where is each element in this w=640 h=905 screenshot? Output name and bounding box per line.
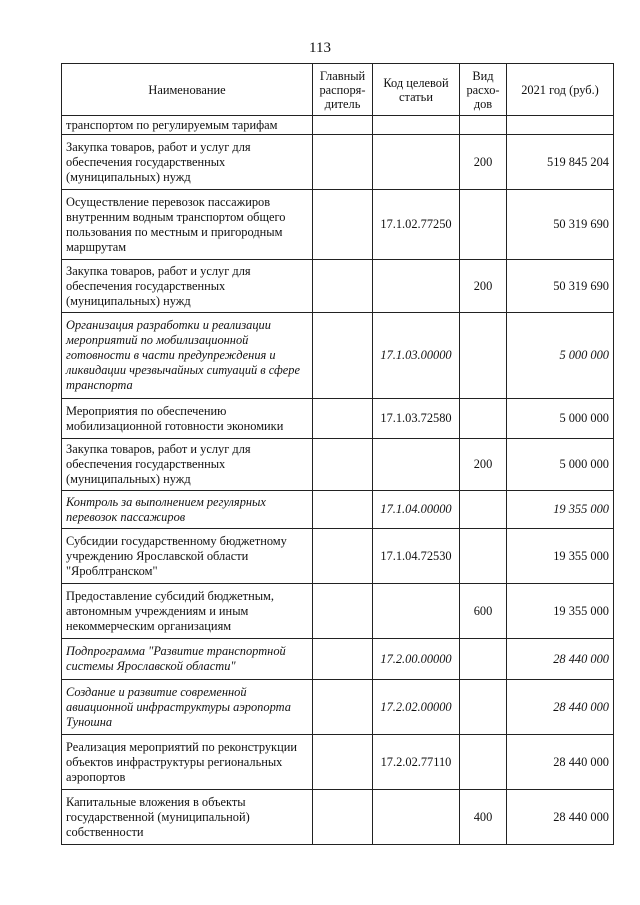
- row-code: 17.1.03.00000: [373, 313, 460, 399]
- row-admin: [313, 680, 373, 735]
- row-code: 17.1.04.00000: [373, 491, 460, 529]
- row-type: [460, 491, 507, 529]
- row-type: [460, 313, 507, 399]
- row-code: 17.2.00.00000: [373, 639, 460, 680]
- row-type: [460, 399, 507, 439]
- row-admin: [313, 313, 373, 399]
- row-amount: 28 440 000: [507, 735, 614, 790]
- row-name: Реализация мероприятий по реконструкции объектов инфраструктуры региональных аэропортов: [62, 735, 313, 790]
- page-number: 113: [309, 40, 331, 56]
- table-row: [62, 439, 614, 491]
- row-amount: 5 000 000: [507, 313, 614, 399]
- table-row: [62, 135, 614, 190]
- row-amount: 19 355 000: [507, 584, 614, 639]
- table-row: [62, 190, 614, 260]
- row-code: [373, 584, 460, 639]
- row-amount: 5 000 000: [507, 439, 614, 491]
- row-code: 17.2.02.77110: [373, 735, 460, 790]
- row-amount: [507, 116, 614, 135]
- table-row: [62, 491, 614, 529]
- row-type: 200: [460, 439, 507, 491]
- budget-table: [61, 63, 614, 845]
- row-admin: [313, 529, 373, 584]
- row-amount: 28 440 000: [507, 680, 614, 735]
- table-row: [62, 680, 614, 735]
- row-amount: 19 355 000: [507, 491, 614, 529]
- table-row: [62, 313, 614, 399]
- header-name: Наименование: [62, 64, 313, 116]
- row-name: Субсидии государственному бюджетному учреждению Ярославской области "Яроблтранском": [62, 529, 313, 584]
- row-amount: 19 355 000: [507, 529, 614, 584]
- row-code: 17.1.04.72530: [373, 529, 460, 584]
- row-name: Контроль за выполнением регулярных перевозок пассажиров: [62, 491, 313, 529]
- row-admin: [313, 639, 373, 680]
- header-code: Код целевой статьи: [373, 64, 460, 116]
- row-admin: [313, 116, 373, 135]
- table-row: [62, 790, 614, 845]
- row-name: Подпрограмма "Развитие транспортной системы Ярославской области": [62, 639, 313, 680]
- row-type: [460, 639, 507, 680]
- row-name: Организация разработки и реализации мероприятий по мобилизационной готовности в части предупреждения и ликвидации чрезвычайных ситуаций в сфере транспорта: [62, 313, 313, 399]
- row-amount: 5 000 000: [507, 399, 614, 439]
- row-amount: 519 845 204: [507, 135, 614, 190]
- row-name: Капитальные вложения в объекты государственной (муниципальной) собственности: [62, 790, 313, 845]
- header-row: [62, 64, 614, 116]
- header-admin: Главный распоря-дитель: [313, 64, 373, 116]
- row-amount: 50 319 690: [507, 260, 614, 313]
- row-type: [460, 190, 507, 260]
- row-type: [460, 680, 507, 735]
- row-admin: [313, 190, 373, 260]
- row-admin: [313, 790, 373, 845]
- row-code: [373, 790, 460, 845]
- row-code: 17.1.02.77250: [373, 190, 460, 260]
- row-admin: [313, 135, 373, 190]
- row-admin: [313, 491, 373, 529]
- row-amount: 50 319 690: [507, 190, 614, 260]
- row-name: Предоставление субсидий бюджетным, автономным учреждениям и иным некоммерческим организациям: [62, 584, 313, 639]
- row-amount: 28 440 000: [507, 790, 614, 845]
- table-row: [62, 735, 614, 790]
- row-name: Закупка товаров, работ и услуг для обеспечения государственных (муниципальных) нужд: [62, 260, 313, 313]
- table-row: [62, 260, 614, 313]
- row-admin: [313, 735, 373, 790]
- row-type: [460, 529, 507, 584]
- row-code: [373, 260, 460, 313]
- row-type: 200: [460, 135, 507, 190]
- table-row: [62, 639, 614, 680]
- table-row: [62, 399, 614, 439]
- row-type: [460, 735, 507, 790]
- row-admin: [313, 399, 373, 439]
- row-name: Закупка товаров, работ и услуг для обеспечения государственных (муниципальных) нужд: [62, 439, 313, 491]
- row-name: транспортом по регулируемым тарифам: [62, 116, 313, 135]
- row-admin: [313, 439, 373, 491]
- row-code: [373, 116, 460, 135]
- table-row: [62, 116, 614, 135]
- row-name: Создание и развитие современной авиационной инфраструктуры аэропорта Туношна: [62, 680, 313, 735]
- row-name: Осуществление перевозок пассажиров внутренним водным транспортом общего пользования по местным и пригородным маршрутам: [62, 190, 313, 260]
- row-code: [373, 439, 460, 491]
- header-type: Вид расхо-дов: [460, 64, 507, 116]
- row-name: Мероприятия по обеспечению мобилизационной готовности экономики: [62, 399, 313, 439]
- row-admin: [313, 584, 373, 639]
- row-type: 400: [460, 790, 507, 845]
- row-type: 200: [460, 260, 507, 313]
- row-admin: [313, 260, 373, 313]
- row-type: 600: [460, 584, 507, 639]
- row-code: [373, 135, 460, 190]
- row-amount: 28 440 000: [507, 639, 614, 680]
- header-amount: 2021 год (руб.): [507, 64, 614, 116]
- row-code: 17.1.03.72580: [373, 399, 460, 439]
- row-code: 17.2.02.00000: [373, 680, 460, 735]
- row-type: [460, 116, 507, 135]
- table-row: [62, 584, 614, 639]
- row-name: Закупка товаров, работ и услуг для обеспечения государственных (муниципальных) нужд: [62, 135, 313, 190]
- table-row: [62, 529, 614, 584]
